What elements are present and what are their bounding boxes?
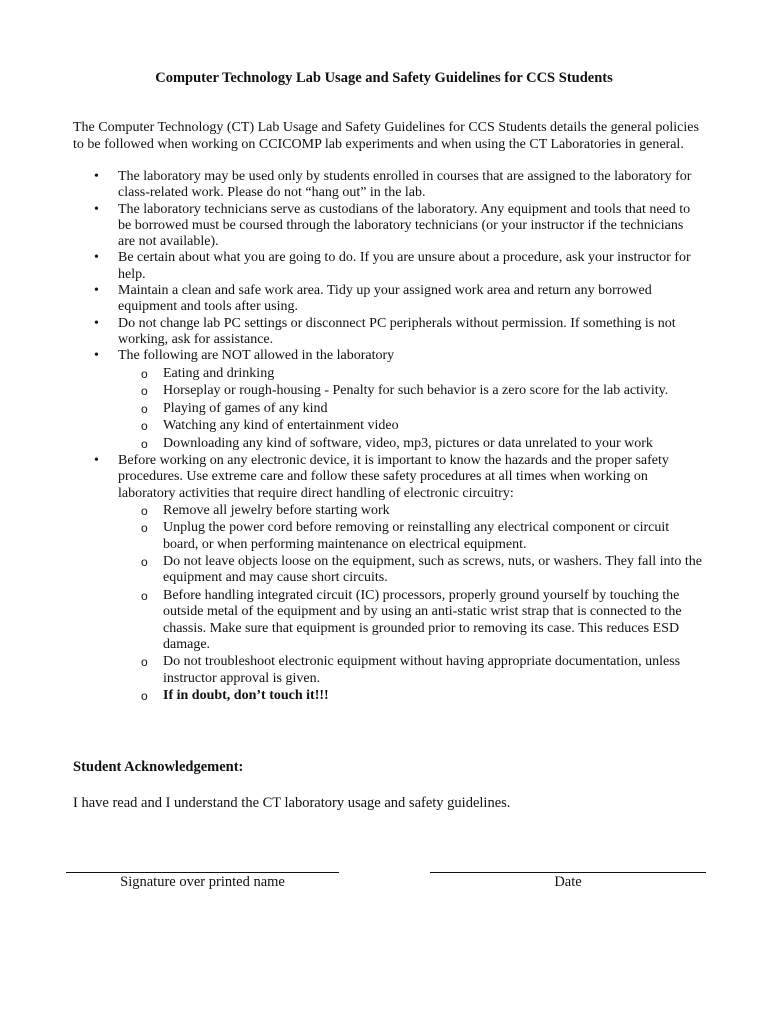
- date-label: Date: [554, 874, 582, 890]
- acknowledgement-heading: Student Acknowledgement:: [73, 759, 244, 775]
- sub-list-item: [118, 588, 703, 653]
- rule-item-safety: [73, 453, 703, 704]
- circle-bullet-icon: o: [141, 555, 148, 570]
- sub-item-text: Do not leave objects loose on the equipment, such as screws, nuts, or washers. They fall into the equipment and may cause short circuits.: [163, 554, 703, 586]
- rule-text: The following are NOT allowed in the laboratory: [118, 348, 395, 364]
- bullet-icon: •: [94, 169, 99, 184]
- circle-bullet-icon: o: [141, 384, 148, 399]
- acknowledgement-statement: I have read and I understand the CT laboratory usage and safety guidelines.: [73, 795, 511, 811]
- bullet-icon: •: [94, 315, 99, 331]
- intro-paragraph: The Computer Technology (CT) Lab Usage and Safety Guidelines for CCS Students details the general policies to be followed when working on CCICOMP lab experiments and when using the CT Laboratories in general.: [73, 120, 699, 152]
- not-allowed-list: [118, 366, 703, 452]
- rule-item: [73, 169, 703, 202]
- circle-bullet-icon: o: [141, 521, 148, 536]
- circle-bullet-icon: o: [141, 689, 148, 704]
- sub-list-item-emphasis: [118, 688, 703, 704]
- sub-list-item: [118, 366, 703, 382]
- sub-list-item: [118, 654, 703, 687]
- sub-list-item: [118, 383, 703, 399]
- circle-bullet-icon: o: [141, 503, 148, 518]
- sub-item-text: Unplug the power cord before removing or reinstalling any electrical component or circuit board, or when performing maintenance on electrical equipment.: [163, 520, 670, 552]
- sub-list-item: [118, 554, 703, 587]
- sub-item-text: Do not troubleshoot electronic equipment without having appropriate documentation, unless instructor approval is given.: [163, 654, 681, 686]
- sub-item-text: Eating and drinking: [163, 365, 275, 381]
- bullet-icon: •: [94, 250, 99, 266]
- rule-item-not-allowed: [73, 348, 703, 452]
- bullet-icon: •: [94, 201, 99, 217]
- sub-list-item: [118, 520, 703, 553]
- circle-bullet-icon: o: [141, 436, 148, 451]
- safety-procedures-list: [118, 503, 703, 705]
- circle-bullet-icon: o: [141, 401, 148, 416]
- sub-list-item: [118, 436, 703, 452]
- rule-text: Before working on any electronic device, it is important to know the hazards and the proper safety procedures. Use extreme care and follow these safety procedures at all times when working on laboratory activities that require direct handling of electronic circuitry:: [118, 452, 669, 501]
- sub-item-text: Watching any kind of entertainment video: [163, 418, 399, 434]
- circle-bullet-icon: o: [141, 419, 148, 434]
- sub-item-text: Downloading any kind of software, video, mp3, pictures or data unrelated to your work: [163, 435, 653, 451]
- bullet-icon: •: [94, 283, 99, 299]
- circle-bullet-icon: o: [141, 588, 148, 603]
- sub-list-item: [118, 503, 703, 519]
- bullet-icon: •: [94, 452, 99, 468]
- sub-item-text: Horseplay or rough-housing - Penalty for such behavior is a zero score for the lab activity.: [163, 383, 669, 399]
- rule-item: [73, 283, 703, 316]
- emphasis-warning: If in doubt, don’t touch it!!!: [163, 688, 329, 704]
- rule-text: The laboratory technicians serve as custodians of the laboratory. Any equipment and tools that need to be borrowed must be coursed through the laboratory technicians (or your instructor if the technicians are not available).: [118, 201, 691, 250]
- rules-list: [73, 169, 703, 706]
- rule-text: Be certain about what you are going to do. If you are unsure about a procedure, ask your instructor for help.: [118, 250, 691, 282]
- bullet-icon: •: [94, 348, 99, 364]
- rule-item: [73, 202, 703, 251]
- circle-bullet-icon: o: [141, 366, 148, 381]
- sub-list-item: [118, 401, 703, 417]
- rule-item: [73, 250, 703, 283]
- circle-bullet-icon: o: [141, 655, 148, 670]
- signature-label: Signature over printed name: [120, 874, 285, 890]
- sub-item-text: Before handling integrated circuit (IC) processors, properly ground yourself by touching the outside metal of the equipment and by using an anti-static wrist strap that is connected to the chassis. Make sure that equipment is grounded prior to removing its case. This reduces ESD damage.: [163, 587, 682, 652]
- document-title: Computer Technology Lab Usage and Safety Guidelines for CCS Students: [155, 70, 613, 86]
- rule-text: Maintain a clean and safe work area. Tidy up your assigned work area and return any borrowed equipment and tools after using.: [118, 283, 652, 315]
- sub-item-text: Remove all jewelry before starting work: [163, 502, 390, 518]
- rule-text: The laboratory may be used only by students enrolled in courses that are assigned to the laboratory for class-related work. Please do not “hang out” in the lab.: [118, 169, 692, 201]
- rule-text: Do not change lab PC settings or disconnect PC peripherals without permission. If something is not working, ask for assistance.: [118, 315, 676, 347]
- sub-item-text: Playing of games of any kind: [163, 400, 328, 416]
- rule-item: [73, 316, 703, 349]
- sub-list-item: [118, 418, 703, 434]
